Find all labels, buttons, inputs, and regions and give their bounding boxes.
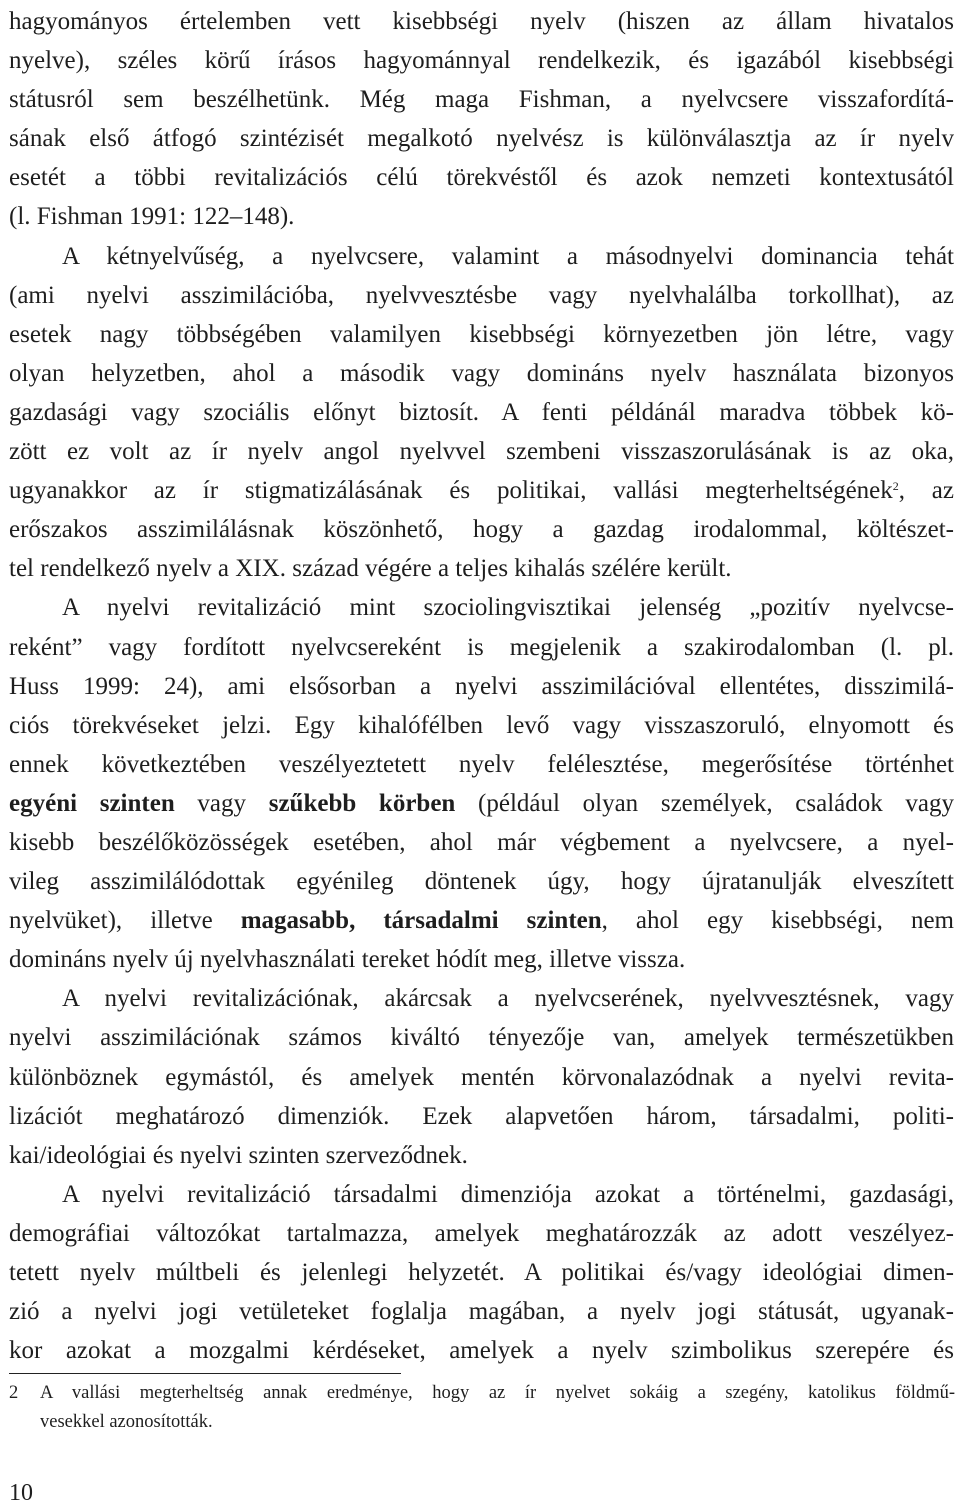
paragraph-1 xyxy=(9,2,954,237)
text-line: zió a nyelvi jogi vetületeket foglalja magában, a nyelv jogi státusát, ugyanak- xyxy=(9,1298,954,1326)
text-line: olyan helyzetben, ahol a második vagy domináns nyelv használata bizonyos xyxy=(9,359,954,387)
text-line: hagyományos értelemben vett kisebbségi nyelv (hiszen az állam hivatalos xyxy=(9,8,954,35)
text-line: A nyelvi revitalizáció társadalmi dimenziója azokat a történelmi, gazdasági, xyxy=(62,1180,954,1208)
text-segment: , ahol egy kisebbségi, nem xyxy=(601,907,954,935)
paragraph-4 xyxy=(9,979,954,1174)
text-line: erőszakos asszimilálásnak köszönhető, hogy a gazdag irodalommal, költészet- xyxy=(9,516,954,544)
text-line: A kétnyelvűség, a nyelvcsere, valamint a másodnyelvi dominancia tehát xyxy=(62,242,954,270)
text-line: Huss 1999: 24), ami elsősorban a nyelvi asszimilációval ellentétes, disszimilá- xyxy=(9,672,954,700)
text-line: vileg asszimilálódottak egyénileg döntenek úgy, hogy újratanulják elveszített xyxy=(9,868,954,896)
text-line: különböznek egymástól, és amelyek mentén körvonalazódnak a nyelvi revita- xyxy=(9,1063,954,1091)
footnote-separator xyxy=(9,1373,401,1374)
footnote-text xyxy=(40,1379,955,1437)
bold-term: magasabb, társadalmi szinten xyxy=(240,907,602,935)
page-number: 10 xyxy=(9,1480,33,1506)
paragraph-2 xyxy=(9,237,954,589)
text-line: demográfiai változókat tartalmazza, amelyek meghatározzák az adott veszélyez- xyxy=(9,1219,954,1247)
text-line: reként” vagy fordított nyelvcsereként is megjelenik a szakirodalomban (l. pl. xyxy=(9,633,954,661)
footnote-line: A vallási megterheltség annak eredménye, hogy az ír nyelvet sokáig a szegény, katolikus földmű- xyxy=(40,1383,955,1403)
text-line: ennek következtében veszélyeztetett nyelv felélesztése, megerősítése történhet xyxy=(9,750,954,778)
text-line: zött ez volt az ír nyelv angol nyelvvel szembeni visszaszorulásának is az oka, xyxy=(9,438,954,466)
paragraph-5 xyxy=(9,1175,954,1370)
text-segment: vagy xyxy=(197,789,247,817)
text-line: esetét a többi revitalizációs célú törekvéstől és azok nemzeti kontextusától xyxy=(9,164,954,192)
body-text xyxy=(9,2,954,1370)
text-line: A nyelvi revitalizáció mint szociolingvisztikai jelenség „pozitív nyelvcse- xyxy=(62,594,954,622)
text-line: kai/ideológiai és nyelvi szinten szerveződnek. xyxy=(9,1141,468,1169)
text-segment: (például olyan személyek, családok vagy xyxy=(478,789,955,817)
text-segment: ugyanakkor az ír stigmatizálásának és politikai, vallási megterheltségének xyxy=(9,477,893,505)
text-line: kisebb beszélőközösségek esetében, ahol már végbement a nyelvcsere, a nyel- xyxy=(9,828,954,856)
text-line: A nyelvi revitalizációnak, akárcsak a nyelvcserének, nyelvvesztésnek, vagy xyxy=(62,985,954,1013)
text-segment: , az xyxy=(898,477,954,505)
text-line: sának első átfogó szintézisét megalkotó nyelvész is különválasztja az ír nyelv xyxy=(9,125,954,153)
text-line: ciós törekvéseket jelzi. Egy kihalófélben levő vagy visszaszoruló, elnyomott és xyxy=(9,711,954,739)
text-line: lizációt meghatározó dimenziók. Ezek alapvetően három, társadalmi, politi- xyxy=(9,1102,954,1130)
footnote-reference[interactable]: 2 xyxy=(892,479,899,494)
text-line: esetek nagy többségében valamilyen kisebbségi környezetben jön létre, vagy xyxy=(9,320,954,348)
text-line: nyelvi asszimilációnak számos kiváltó tényezője van, amelyek természetükben xyxy=(9,1024,954,1052)
text-line xyxy=(9,901,954,940)
text-line: kor azokat a mozgalmi kérdéseket, amelyek a nyelv szimbolikus szerepére és xyxy=(9,1337,954,1365)
text-line: gazdasági vagy szociális előnyt biztosít. A fenti példánál maradva többek kö- xyxy=(9,398,954,426)
text-line: státusról sem beszélhetünk. Még maga Fishman, a nyelvcsere visszafordítá- xyxy=(9,86,954,114)
text-line: nyelve), széles körű írásos hagyománnyal rendelkezik, és igazából kisebbségi xyxy=(9,47,954,75)
footnote-mark: 2 xyxy=(9,1383,19,1403)
text-line xyxy=(9,471,954,510)
text-line: (ami nyelvi asszimilációba, nyelvvesztésbe vagy nyelvhalálba torkollhat), az xyxy=(9,281,954,309)
paragraph-3 xyxy=(9,588,954,979)
text-line: domináns nyelv új nyelvhasználati tereket hódít meg, illetve vissza. xyxy=(9,946,686,974)
bold-term: egyéni szinten xyxy=(9,789,175,817)
footnote-line: vesekkel azonosították. xyxy=(40,1412,213,1432)
text-line: (l. Fishman 1991: 122–148). xyxy=(9,203,295,231)
text-line: tetett nyelv múltbeli és jelenlegi helyzetét. A politikai és/vagy ideológiai dimen- xyxy=(9,1259,954,1286)
bold-term: szűkebb körben xyxy=(268,789,456,817)
text-segment: nyelvüket), illetve xyxy=(9,907,213,935)
text-line: tel rendelkező nyelv a XIX. század végére a teljes kihalás szélére került. xyxy=(9,555,732,583)
text-line xyxy=(9,784,954,823)
